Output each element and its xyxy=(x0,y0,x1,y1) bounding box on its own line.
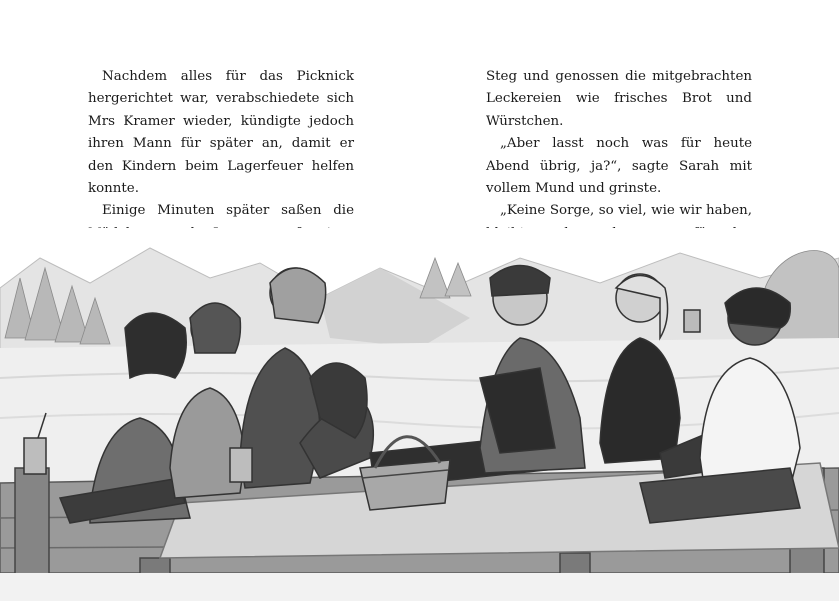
paragraph-2: Einige Minuten später saßen die xyxy=(102,203,354,219)
paragraph-5: „Keine Sorge, so viel, wie wir haben, xyxy=(500,203,752,219)
paragraph-3: Steg und genossen die mitgebrachten Leckereien wie frisches Brot und Würstchen. xyxy=(486,69,752,129)
paragraph-4: „Aber lasst noch was für heute Abend übrig, ja?“, sagte Sarah mit vollem Mund und grinste. xyxy=(486,136,752,197)
picnic-illustration xyxy=(0,228,839,601)
paragraph-1: Nachdem alles für das Picknick hergerichtet war, verabschiedete sich Mrs Kramer wieder, kündigte jedoch ihren Mann für später an, damit er den Kindern beim Lagerfeuer helfen konnte. xyxy=(88,69,354,197)
